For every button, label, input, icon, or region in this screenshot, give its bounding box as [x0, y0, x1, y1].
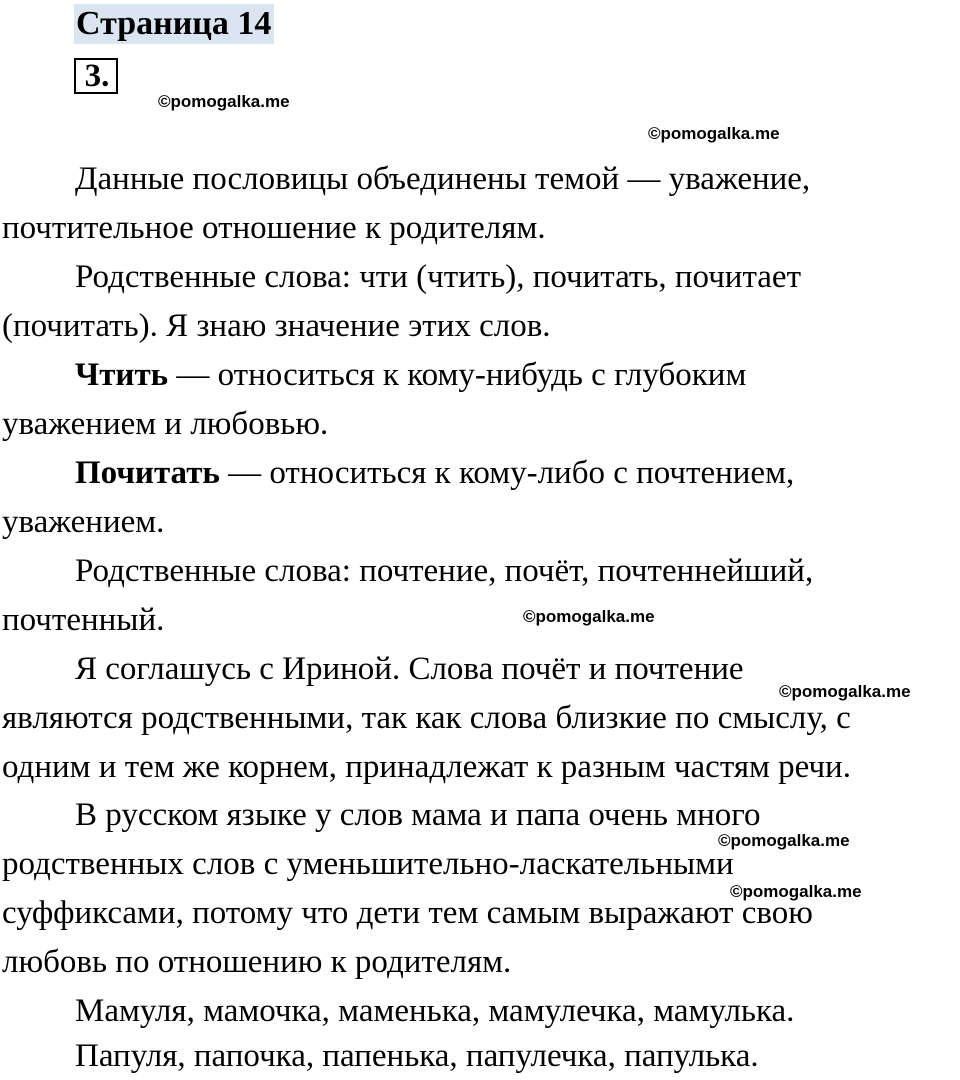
- paragraph-line: Родственные слова: чти (чтить), почитать, почитает: [75, 259, 801, 295]
- watermark: ©pomogalka.me: [779, 682, 911, 701]
- definition-text: — относиться к кому-нибудь с глубоким: [168, 357, 747, 393]
- paragraph-line: уважением.: [2, 504, 165, 540]
- paragraph-line: одним и тем же корнем, принадлежат к разным частям речи.: [2, 749, 851, 785]
- paragraph-line: уважением и любовью.: [2, 406, 329, 442]
- paragraph-line: суффиксами, потому что дети тем самым выражают свою: [2, 895, 813, 931]
- task-number: 3.: [74, 58, 118, 94]
- watermark: ©pomogalka.me: [648, 124, 780, 143]
- paragraph-line: В русском языке у слов мама и папа очень много: [75, 797, 761, 833]
- paragraph-line: Данные пословицы объединены темой — уважение,: [75, 161, 811, 197]
- page-title: Страница 14: [74, 4, 274, 44]
- paragraph-line: почтительное отношение к родителям.: [2, 210, 546, 246]
- paragraph-line: Я соглашусь с Ириной. Слова почёт и почтение: [75, 651, 744, 687]
- paragraph-line: Мамуля, мамочка, маменька, мамулечка, мамулька.: [75, 993, 795, 1029]
- definition-text: — относиться к кому-либо с почтением,: [219, 455, 795, 491]
- paragraph-line: [75, 351, 746, 399]
- watermark: ©pomogalka.me: [718, 831, 850, 850]
- paragraph-line: являются родственными, так как слова близкие по смыслу, с: [2, 700, 851, 736]
- paragraph-line: [75, 449, 794, 497]
- paragraph-line: (почитать). Я знаю значение этих слов.: [2, 308, 551, 344]
- term-bold: Почитать: [75, 455, 220, 491]
- paragraph-line: Родственные слова: почтение, почёт, почтеннейший,: [75, 553, 814, 589]
- watermark: ©pomogalka.me: [730, 882, 862, 901]
- watermark: ©pomogalka.me: [158, 92, 290, 111]
- paragraph-line: любовь по отношению к родителям.: [2, 944, 512, 980]
- paragraph-line: родственных слов с уменьшительно-ласкательными: [2, 846, 734, 882]
- paragraph-line: Папуля, папочка, папенька, папулечка, папулька.: [75, 1038, 759, 1074]
- term-bold: Чтить: [75, 357, 169, 393]
- watermark: ©pomogalka.me: [523, 607, 655, 626]
- paragraph-line: почтенный.: [2, 602, 165, 638]
